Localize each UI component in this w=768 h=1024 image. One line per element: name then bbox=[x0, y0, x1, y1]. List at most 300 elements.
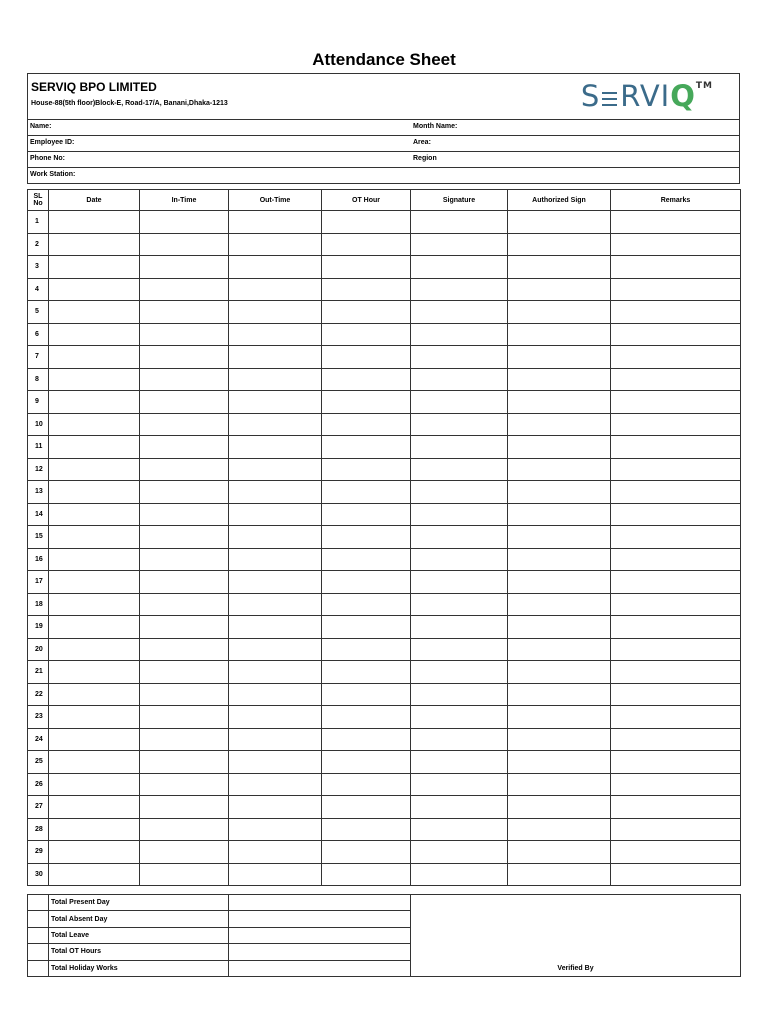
summary-value-cell[interactable] bbox=[229, 960, 411, 976]
out-time-cell[interactable] bbox=[229, 863, 322, 886]
signature-cell[interactable] bbox=[411, 818, 508, 841]
signature-cell[interactable] bbox=[411, 458, 508, 481]
ot-hour-cell[interactable] bbox=[322, 391, 411, 414]
signature-cell[interactable] bbox=[411, 436, 508, 459]
authorized-sign-cell[interactable] bbox=[508, 638, 611, 661]
summary-blank-cell bbox=[28, 960, 49, 976]
sl-number: 29 bbox=[28, 841, 49, 864]
remarks-cell[interactable] bbox=[611, 278, 741, 301]
month-name-label: Month Name: bbox=[413, 123, 458, 130]
in-time-cell[interactable] bbox=[140, 706, 229, 729]
authorized-sign-cell[interactable] bbox=[508, 503, 611, 526]
table-row bbox=[28, 256, 741, 279]
out-time-cell[interactable] bbox=[229, 503, 322, 526]
signature-cell[interactable] bbox=[411, 571, 508, 594]
in-time-cell[interactable] bbox=[140, 638, 229, 661]
in-time-cell[interactable] bbox=[140, 233, 229, 256]
authorized-sign-cell[interactable] bbox=[508, 368, 611, 391]
remarks-cell[interactable] bbox=[611, 638, 741, 661]
company-name: SERVIQ BPO LIMITED bbox=[31, 80, 157, 94]
company-address: House-88(5th floor)Block-E, Road-17/A, Banani,Dhaka-1213 bbox=[31, 100, 228, 107]
signature-cell[interactable] bbox=[411, 751, 508, 774]
out-time-cell[interactable] bbox=[229, 458, 322, 481]
remarks-cell[interactable] bbox=[611, 256, 741, 279]
sl-number: 10 bbox=[28, 413, 49, 436]
sl-number: 8 bbox=[28, 368, 49, 391]
header-date: Date bbox=[49, 190, 140, 211]
table-row bbox=[28, 301, 741, 324]
attendance-table bbox=[27, 189, 741, 886]
in-time-cell[interactable] bbox=[140, 278, 229, 301]
date-cell[interactable] bbox=[49, 526, 140, 549]
authorized-sign-cell[interactable] bbox=[508, 818, 611, 841]
verification-area[interactable] bbox=[411, 895, 741, 961]
in-time-cell[interactable] bbox=[140, 256, 229, 279]
authorized-sign-cell[interactable] bbox=[508, 323, 611, 346]
authorized-sign-cell[interactable] bbox=[508, 571, 611, 594]
remarks-cell[interactable] bbox=[611, 391, 741, 414]
verified-by-label: Verified By bbox=[411, 960, 741, 976]
sl-number: 20 bbox=[28, 638, 49, 661]
signature-cell[interactable] bbox=[411, 346, 508, 369]
table-row bbox=[28, 706, 741, 729]
remarks-cell[interactable] bbox=[611, 863, 741, 886]
signature-cell[interactable] bbox=[411, 616, 508, 639]
sl-number: 28 bbox=[28, 818, 49, 841]
date-cell[interactable] bbox=[49, 818, 140, 841]
remarks-cell[interactable] bbox=[611, 593, 741, 616]
summary-label: Total Leave bbox=[49, 927, 229, 943]
date-cell[interactable] bbox=[49, 773, 140, 796]
signature-cell[interactable] bbox=[411, 526, 508, 549]
authorized-sign-cell[interactable] bbox=[508, 548, 611, 571]
signature-cell[interactable] bbox=[411, 863, 508, 886]
ot-hour-cell[interactable] bbox=[322, 211, 411, 234]
logo-e-glyph bbox=[602, 90, 618, 108]
table-row bbox=[28, 233, 741, 256]
remarks-cell[interactable] bbox=[611, 481, 741, 504]
info-row-employee-id bbox=[28, 136, 739, 152]
signature-cell[interactable] bbox=[411, 413, 508, 436]
ot-hour-cell[interactable] bbox=[322, 751, 411, 774]
sl-number: 4 bbox=[28, 278, 49, 301]
sl-number: 17 bbox=[28, 571, 49, 594]
signature-cell[interactable] bbox=[411, 391, 508, 414]
remarks-cell[interactable] bbox=[611, 616, 741, 639]
in-time-cell[interactable] bbox=[140, 683, 229, 706]
table-row bbox=[28, 503, 741, 526]
out-time-cell[interactable] bbox=[229, 391, 322, 414]
authorized-sign-cell[interactable] bbox=[508, 458, 611, 481]
signature-cell[interactable] bbox=[411, 728, 508, 751]
sl-number: 21 bbox=[28, 661, 49, 684]
table-row bbox=[28, 413, 741, 436]
date-cell[interactable] bbox=[49, 751, 140, 774]
remarks-cell[interactable] bbox=[611, 773, 741, 796]
in-time-cell[interactable] bbox=[140, 863, 229, 886]
date-cell[interactable] bbox=[49, 503, 140, 526]
table-row bbox=[28, 863, 741, 886]
authorized-sign-cell[interactable] bbox=[508, 278, 611, 301]
out-time-cell[interactable] bbox=[229, 301, 322, 324]
ot-hour-cell[interactable] bbox=[322, 413, 411, 436]
table-row bbox=[28, 593, 741, 616]
in-time-cell[interactable] bbox=[140, 841, 229, 864]
remarks-cell[interactable] bbox=[611, 503, 741, 526]
date-cell[interactable] bbox=[49, 728, 140, 751]
in-time-cell[interactable] bbox=[140, 301, 229, 324]
date-cell[interactable] bbox=[49, 323, 140, 346]
ot-hour-cell[interactable] bbox=[322, 526, 411, 549]
date-cell[interactable] bbox=[49, 346, 140, 369]
out-time-cell[interactable] bbox=[229, 706, 322, 729]
out-time-cell[interactable] bbox=[229, 773, 322, 796]
ot-hour-cell[interactable] bbox=[322, 503, 411, 526]
summary-label: Total Present Day bbox=[49, 895, 229, 911]
in-time-cell[interactable] bbox=[140, 616, 229, 639]
remarks-cell[interactable] bbox=[611, 796, 741, 819]
sl-number: 27 bbox=[28, 796, 49, 819]
out-time-cell[interactable] bbox=[229, 368, 322, 391]
remarks-cell[interactable] bbox=[611, 751, 741, 774]
header-ot-hour: OT Hour bbox=[322, 190, 411, 211]
date-cell[interactable] bbox=[49, 593, 140, 616]
ot-hour-cell[interactable] bbox=[322, 458, 411, 481]
remarks-cell[interactable] bbox=[611, 323, 741, 346]
ot-hour-cell[interactable] bbox=[322, 841, 411, 864]
ot-hour-cell[interactable] bbox=[322, 638, 411, 661]
table-row bbox=[28, 616, 741, 639]
signature-cell[interactable] bbox=[411, 301, 508, 324]
date-cell[interactable] bbox=[49, 211, 140, 234]
date-cell[interactable] bbox=[49, 481, 140, 504]
date-cell[interactable] bbox=[49, 233, 140, 256]
out-time-cell[interactable] bbox=[229, 346, 322, 369]
signature-cell[interactable] bbox=[411, 503, 508, 526]
summary-label: Total Holiday Works bbox=[49, 960, 229, 976]
table-row bbox=[28, 773, 741, 796]
sl-number: 6 bbox=[28, 323, 49, 346]
table-row bbox=[28, 391, 741, 414]
out-time-cell[interactable] bbox=[229, 841, 322, 864]
remarks-cell[interactable] bbox=[611, 301, 741, 324]
ot-hour-cell[interactable] bbox=[322, 571, 411, 594]
out-time-cell[interactable] bbox=[229, 638, 322, 661]
table-header-row bbox=[28, 190, 741, 211]
summary-blank-cell bbox=[28, 895, 49, 911]
ot-hour-cell[interactable] bbox=[322, 278, 411, 301]
date-cell[interactable] bbox=[49, 616, 140, 639]
sl-number: 24 bbox=[28, 728, 49, 751]
remarks-cell[interactable] bbox=[611, 841, 741, 864]
summary-row bbox=[28, 895, 741, 911]
logo-trademark: TM bbox=[695, 81, 713, 91]
in-time-cell[interactable] bbox=[140, 323, 229, 346]
summary-table bbox=[27, 894, 741, 977]
info-row-name bbox=[28, 120, 739, 136]
date-cell[interactable] bbox=[49, 458, 140, 481]
table-row bbox=[28, 751, 741, 774]
signature-cell[interactable] bbox=[411, 548, 508, 571]
in-time-cell[interactable] bbox=[140, 548, 229, 571]
out-time-cell[interactable] bbox=[229, 616, 322, 639]
date-cell[interactable] bbox=[49, 368, 140, 391]
signature-cell[interactable] bbox=[411, 683, 508, 706]
remarks-cell[interactable] bbox=[611, 661, 741, 684]
date-cell[interactable] bbox=[49, 413, 140, 436]
date-cell[interactable] bbox=[49, 548, 140, 571]
signature-cell[interactable] bbox=[411, 796, 508, 819]
name-label: Name: bbox=[30, 123, 52, 130]
table-row bbox=[28, 638, 741, 661]
remarks-cell[interactable] bbox=[611, 728, 741, 751]
table-row bbox=[28, 211, 741, 234]
signature-cell[interactable] bbox=[411, 841, 508, 864]
date-cell[interactable] bbox=[49, 706, 140, 729]
remarks-cell[interactable] bbox=[611, 368, 741, 391]
ot-hour-cell[interactable] bbox=[322, 683, 411, 706]
signature-cell[interactable] bbox=[411, 593, 508, 616]
region-label: Region bbox=[413, 155, 437, 162]
remarks-cell[interactable] bbox=[611, 211, 741, 234]
ot-hour-cell[interactable] bbox=[322, 256, 411, 279]
in-time-cell[interactable] bbox=[140, 818, 229, 841]
sl-number: 25 bbox=[28, 751, 49, 774]
in-time-cell[interactable] bbox=[140, 728, 229, 751]
authorized-sign-cell[interactable] bbox=[508, 751, 611, 774]
out-time-cell[interactable] bbox=[229, 548, 322, 571]
authorized-sign-cell[interactable] bbox=[508, 863, 611, 886]
out-time-cell[interactable] bbox=[229, 278, 322, 301]
signature-cell[interactable] bbox=[411, 638, 508, 661]
employee-id-label: Employee ID: bbox=[30, 139, 75, 146]
signature-cell[interactable] bbox=[411, 661, 508, 684]
serviq-logo bbox=[581, 79, 713, 115]
sl-number: 18 bbox=[28, 593, 49, 616]
remarks-cell[interactable] bbox=[611, 571, 741, 594]
signature-cell[interactable] bbox=[411, 211, 508, 234]
ot-hour-cell[interactable] bbox=[322, 323, 411, 346]
table-row bbox=[28, 526, 741, 549]
ot-hour-cell[interactable] bbox=[322, 728, 411, 751]
in-time-cell[interactable] bbox=[140, 751, 229, 774]
date-cell[interactable] bbox=[49, 436, 140, 459]
remarks-cell[interactable] bbox=[611, 436, 741, 459]
in-time-cell[interactable] bbox=[140, 211, 229, 234]
authorized-sign-cell[interactable] bbox=[508, 526, 611, 549]
in-time-cell[interactable] bbox=[140, 526, 229, 549]
work-station-label: Work Station: bbox=[30, 171, 76, 178]
signature-cell[interactable] bbox=[411, 706, 508, 729]
remarks-cell[interactable] bbox=[611, 706, 741, 729]
authorized-sign-cell[interactable] bbox=[508, 346, 611, 369]
summary-blank-cell bbox=[28, 911, 49, 927]
out-time-cell[interactable] bbox=[229, 256, 322, 279]
table-row bbox=[28, 796, 741, 819]
sl-number: 5 bbox=[28, 301, 49, 324]
in-time-cell[interactable] bbox=[140, 413, 229, 436]
ot-hour-cell[interactable] bbox=[322, 301, 411, 324]
summary-value-cell[interactable] bbox=[229, 944, 411, 960]
signature-cell[interactable] bbox=[411, 278, 508, 301]
ot-hour-cell[interactable] bbox=[322, 773, 411, 796]
sl-number: 13 bbox=[28, 481, 49, 504]
signature-cell[interactable] bbox=[411, 323, 508, 346]
ot-hour-cell[interactable] bbox=[322, 661, 411, 684]
ot-hour-cell[interactable] bbox=[322, 481, 411, 504]
sl-number: 19 bbox=[28, 616, 49, 639]
out-time-cell[interactable] bbox=[229, 728, 322, 751]
in-time-cell[interactable] bbox=[140, 458, 229, 481]
table-row bbox=[28, 323, 741, 346]
sl-number: 3 bbox=[28, 256, 49, 279]
authorized-sign-cell[interactable] bbox=[508, 706, 611, 729]
date-cell[interactable] bbox=[49, 863, 140, 886]
sl-number: 16 bbox=[28, 548, 49, 571]
company-header bbox=[27, 73, 740, 120]
date-cell[interactable] bbox=[49, 638, 140, 661]
sl-number: 22 bbox=[28, 683, 49, 706]
signature-cell[interactable] bbox=[411, 233, 508, 256]
out-time-cell[interactable] bbox=[229, 211, 322, 234]
ot-hour-cell[interactable] bbox=[322, 346, 411, 369]
authorized-sign-cell[interactable] bbox=[508, 593, 611, 616]
table-row bbox=[28, 278, 741, 301]
in-time-cell[interactable] bbox=[140, 368, 229, 391]
authorized-sign-cell[interactable] bbox=[508, 616, 611, 639]
out-time-cell[interactable] bbox=[229, 593, 322, 616]
summary-value-cell[interactable] bbox=[229, 911, 411, 927]
table-row bbox=[28, 346, 741, 369]
ot-hour-cell[interactable] bbox=[322, 593, 411, 616]
date-cell[interactable] bbox=[49, 278, 140, 301]
in-time-cell[interactable] bbox=[140, 796, 229, 819]
authorized-sign-cell[interactable] bbox=[508, 841, 611, 864]
date-cell[interactable] bbox=[49, 301, 140, 324]
ot-hour-cell[interactable] bbox=[322, 818, 411, 841]
authorized-sign-cell[interactable] bbox=[508, 301, 611, 324]
remarks-cell[interactable] bbox=[611, 346, 741, 369]
authorized-sign-cell[interactable] bbox=[508, 796, 611, 819]
in-time-cell[interactable] bbox=[140, 661, 229, 684]
table-row bbox=[28, 728, 741, 751]
out-time-cell[interactable] bbox=[229, 571, 322, 594]
ot-hour-cell[interactable] bbox=[322, 368, 411, 391]
date-cell[interactable] bbox=[49, 841, 140, 864]
signature-cell[interactable] bbox=[411, 773, 508, 796]
summary-value-cell[interactable] bbox=[229, 927, 411, 943]
signature-cell[interactable] bbox=[411, 481, 508, 504]
out-time-cell[interactable] bbox=[229, 413, 322, 436]
authorized-sign-cell[interactable] bbox=[508, 211, 611, 234]
summary-blank-cell bbox=[28, 944, 49, 960]
out-time-cell[interactable] bbox=[229, 526, 322, 549]
remarks-cell[interactable] bbox=[611, 818, 741, 841]
in-time-cell[interactable] bbox=[140, 773, 229, 796]
sl-number: 26 bbox=[28, 773, 49, 796]
ot-hour-cell[interactable] bbox=[322, 233, 411, 256]
out-time-cell[interactable] bbox=[229, 751, 322, 774]
authorized-sign-cell[interactable] bbox=[508, 683, 611, 706]
table-row bbox=[28, 683, 741, 706]
table-row bbox=[28, 458, 741, 481]
remarks-cell[interactable] bbox=[611, 526, 741, 549]
ot-hour-cell[interactable] bbox=[322, 706, 411, 729]
out-time-cell[interactable] bbox=[229, 481, 322, 504]
ot-hour-cell[interactable] bbox=[322, 796, 411, 819]
authorized-sign-cell[interactable] bbox=[508, 773, 611, 796]
date-cell[interactable] bbox=[49, 661, 140, 684]
logo-letter-s: S bbox=[580, 79, 601, 113]
table-row bbox=[28, 481, 741, 504]
sl-number: 2 bbox=[28, 233, 49, 256]
signature-cell[interactable] bbox=[411, 368, 508, 391]
sl-number: 14 bbox=[28, 503, 49, 526]
sl-number: 1 bbox=[28, 211, 49, 234]
header-in-time: In-Time bbox=[140, 190, 229, 211]
out-time-cell[interactable] bbox=[229, 323, 322, 346]
ot-hour-cell[interactable] bbox=[322, 863, 411, 886]
date-cell[interactable] bbox=[49, 796, 140, 819]
ot-hour-cell[interactable] bbox=[322, 616, 411, 639]
authorized-sign-cell[interactable] bbox=[508, 661, 611, 684]
authorized-sign-cell[interactable] bbox=[508, 391, 611, 414]
table-row bbox=[28, 436, 741, 459]
date-cell[interactable] bbox=[49, 256, 140, 279]
out-time-cell[interactable] bbox=[229, 683, 322, 706]
remarks-cell[interactable] bbox=[611, 458, 741, 481]
in-time-cell[interactable] bbox=[140, 571, 229, 594]
signature-cell[interactable] bbox=[411, 256, 508, 279]
in-time-cell[interactable] bbox=[140, 503, 229, 526]
header-signature: Signature bbox=[411, 190, 508, 211]
in-time-cell[interactable] bbox=[140, 346, 229, 369]
in-time-cell[interactable] bbox=[140, 481, 229, 504]
ot-hour-cell[interactable] bbox=[322, 548, 411, 571]
summary-value-cell[interactable] bbox=[229, 895, 411, 911]
in-time-cell[interactable] bbox=[140, 593, 229, 616]
in-time-cell[interactable] bbox=[140, 436, 229, 459]
authorized-sign-cell[interactable] bbox=[508, 728, 611, 751]
out-time-cell[interactable] bbox=[229, 818, 322, 841]
authorized-sign-cell[interactable] bbox=[508, 436, 611, 459]
sl-number: 12 bbox=[28, 458, 49, 481]
remarks-cell[interactable] bbox=[611, 413, 741, 436]
date-cell[interactable] bbox=[49, 571, 140, 594]
sl-number: 23 bbox=[28, 706, 49, 729]
table-row bbox=[28, 548, 741, 571]
date-cell[interactable] bbox=[49, 683, 140, 706]
out-time-cell[interactable] bbox=[229, 233, 322, 256]
out-time-cell[interactable] bbox=[229, 436, 322, 459]
remarks-cell[interactable] bbox=[611, 233, 741, 256]
authorized-sign-cell[interactable] bbox=[508, 256, 611, 279]
date-cell[interactable] bbox=[49, 391, 140, 414]
remarks-cell[interactable] bbox=[611, 548, 741, 571]
out-time-cell[interactable] bbox=[229, 796, 322, 819]
table-row bbox=[28, 841, 741, 864]
ot-hour-cell[interactable] bbox=[322, 436, 411, 459]
phone-label: Phone No: bbox=[30, 155, 65, 162]
in-time-cell[interactable] bbox=[140, 391, 229, 414]
out-time-cell[interactable] bbox=[229, 661, 322, 684]
table-row bbox=[28, 818, 741, 841]
sl-number: 15 bbox=[28, 526, 49, 549]
authorized-sign-cell[interactable] bbox=[508, 233, 611, 256]
authorized-sign-cell[interactable] bbox=[508, 481, 611, 504]
authorized-sign-cell[interactable] bbox=[508, 413, 611, 436]
remarks-cell[interactable] bbox=[611, 683, 741, 706]
